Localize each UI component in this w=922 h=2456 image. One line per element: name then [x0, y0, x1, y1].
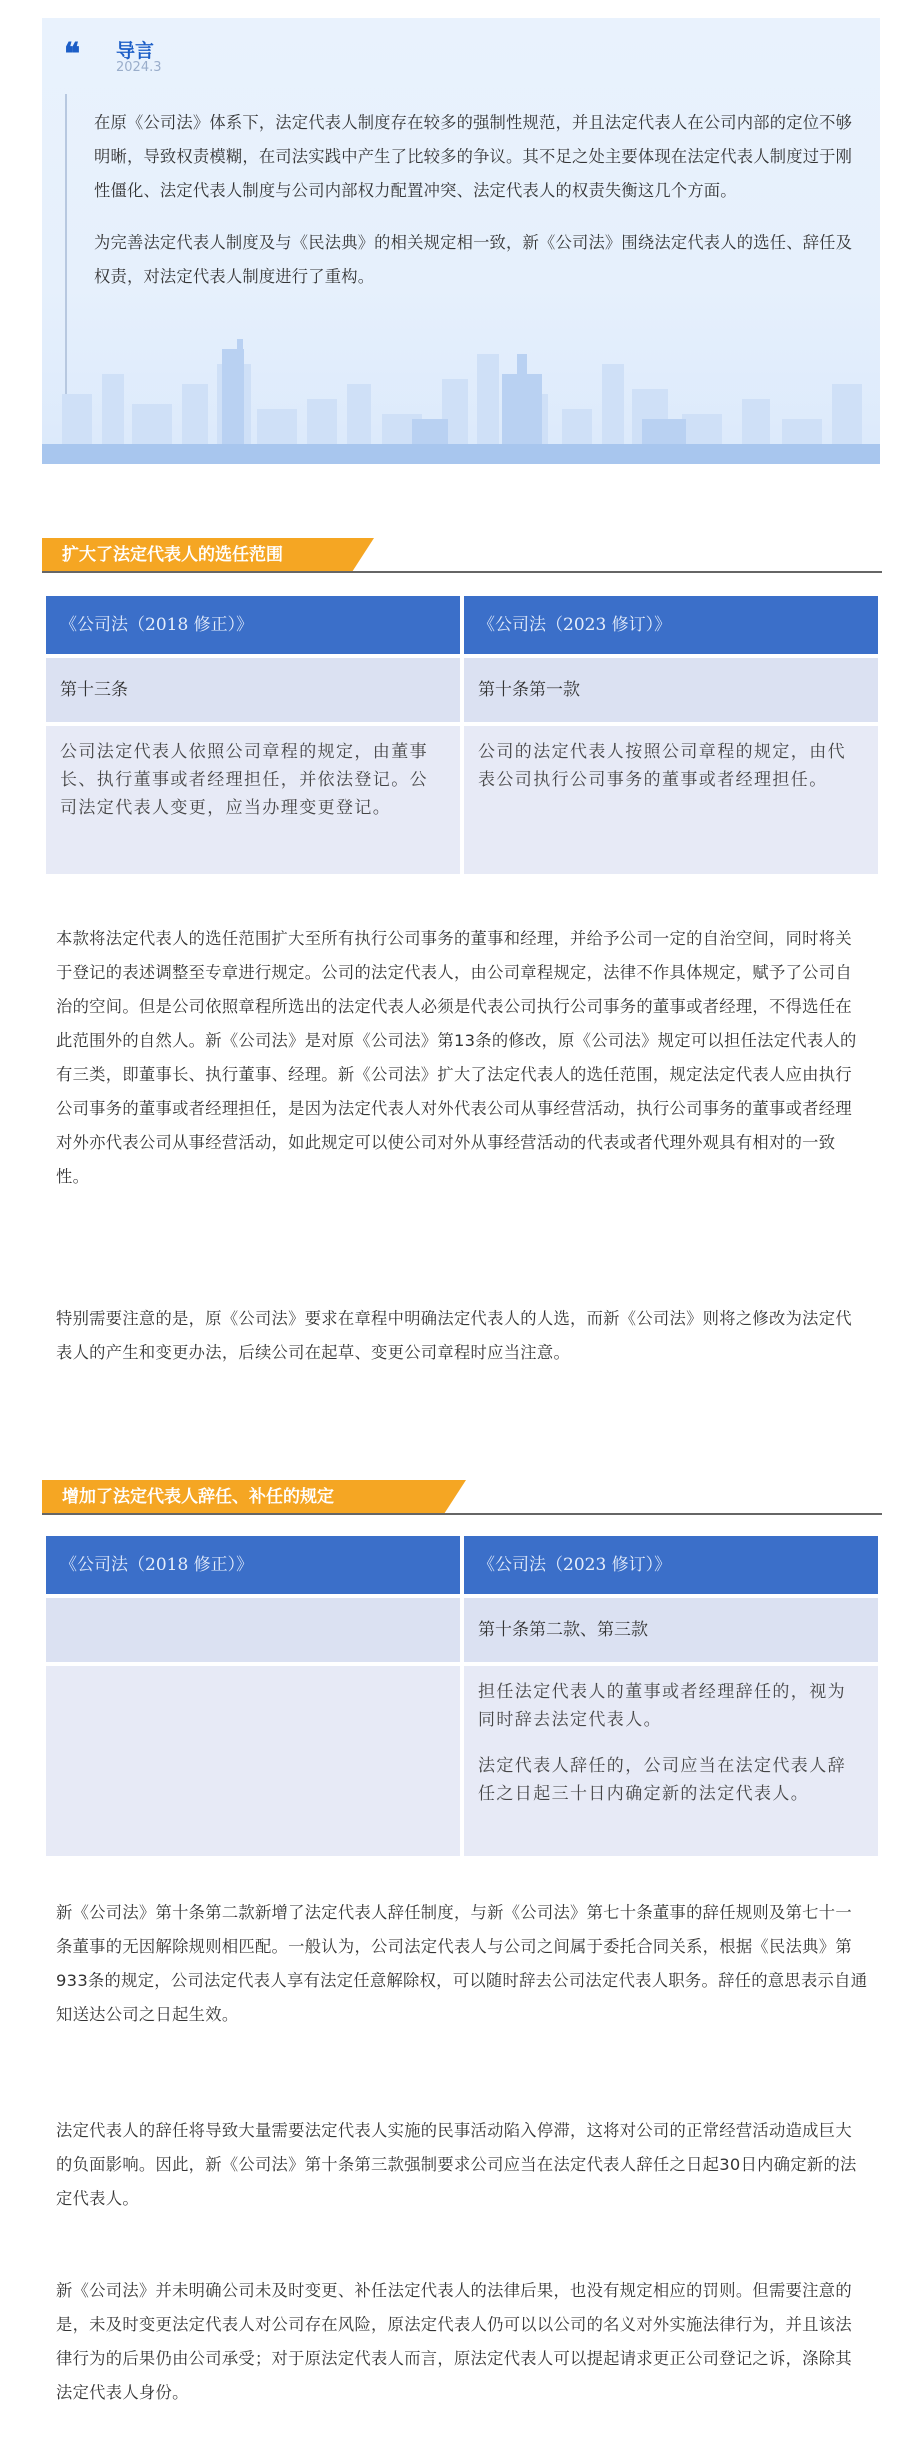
intro-title: 导言: [116, 40, 155, 62]
body-paragraph: 本款将法定代表人的选任范围扩大至所有执行公司事务的董事和经理，并给予公司一定的自治空间，同时将关于登记的表述调整至专章进行规定。公司的法定代表人，由公司章程规定，法律不作具体规定，赋予了公司自治的空间。但是公司依照章程所选出的法定代表人必须是代表公司执行公司事务的董事或者经理，不得选任在此范围外的自然人。新《公司法》是对原《公司法》第13条的修改，原《公司法》规定可以担任法定代表人的有三类，即董事长、执行董事、经理。新《公司法》扩大了法定代表人的选任范围，规定法定代表人应由执行公司事务的董事或者经理担任，是因为法定代表人对外代表公司从事经营活动，执行公司事务的董事或者经理对外亦代表公司从事经营活动，如此规定可以使公司对外从事经营活动的代表或者代理外观具有相对的一致性。: [56, 929, 857, 1186]
quote-icon: ❝: [64, 37, 81, 72]
table-body-row: [46, 1666, 878, 1856]
table-article-row: [46, 1598, 878, 1662]
table-text-old: 公司法定代表人依照公司章程的规定，由董事长、执行董事或者经理担任，并依法登记。公司法定代表人变更，应当办理变更登记。: [46, 726, 460, 874]
section-heading-rule: [42, 1513, 882, 1515]
body-paragraph: 新《公司法》并未明确公司未及时变更、补任法定代表人的法律后果，也没有规定相应的罚则。但需要注意的是，未及时变更法定代表人对公司存在风险，原法定代表人仍可以以公司的名义对外实施法律行为，并且该法律行为的后果仍由公司承受；对于原法定代表人而言，原法定代表人可以提起请求更正公司登记之诉，涤除其法定代表人身份。: [56, 2281, 852, 2402]
table-text-new-para: 法定代表人辞任的，公司应当在法定代表人辞任之日起三十日内确定新的法定代表人。: [478, 1756, 846, 1804]
section-heading-label: 扩大了法定代表人的选任范围: [42, 538, 352, 572]
city-skyline-illustration: [42, 324, 880, 464]
intro-paragraphs: [94, 106, 854, 312]
comparison-table: [42, 1532, 882, 1860]
table-body-row: [46, 726, 878, 874]
table-text-old-empty: [46, 1666, 460, 1856]
section-heading-rule: [42, 571, 882, 573]
table-article-row: [46, 658, 878, 722]
intro-paragraph: 在原《公司法》体系下，法定代表人制度存在较多的强制性规范，并且法定代表人在公司内部的定位不够明晰，导致权责模糊，在司法实践中产生了比较多的争议。其不足之处主要体现在法定代表人制度过于刚性僵化、法定代表人制度与公司内部权力配置冲突、法定代表人的权责失衡这几个方面。: [94, 113, 853, 200]
body-paragraph: 新《公司法》第十条第二款新增了法定代表人辞任制度，与新《公司法》第七十条董事的辞任规则及第七十一条董事的无因解除规则相匹配。一般认为，公司法定代表人与公司之间属于委托合同关系，根据《民法典》第933条的规定，公司法定代表人享有法定任意解除权，可以随时辞去公司法定代表人职务。辞任的意思表示自通知送达公司之日起生效。: [56, 1903, 868, 2024]
table-header-new-law: 《公司法（2023 修订）》: [464, 596, 878, 654]
intro-card: [42, 18, 880, 464]
table-header-row: [46, 596, 878, 654]
section-heading: [42, 538, 882, 578]
table-text-new-para: 担任法定代表人的董事或者经理辞任的，视为同时辞去法定代表人。: [478, 1682, 846, 1730]
intro-paragraph: 为完善法定代表人制度及与《民法典》的相关规定相一致，新《公司法》围绕法定代表人的选任、辞任及权责，对法定代表人制度进行了重构。: [94, 233, 853, 286]
table-text-new: 公司的法定代表人按照公司章程的规定，由代表公司执行公司事务的董事或者经理担任。: [464, 726, 878, 874]
intro-date: 2024.3: [116, 60, 162, 75]
table-header-row: [46, 1536, 878, 1594]
table-text-new: [464, 1666, 878, 1856]
table-header-old-law: 《公司法（2018 修正）》: [46, 596, 460, 654]
table-article-new: 第十条第二款、第三款: [464, 1598, 878, 1662]
body-paragraph: 特别需要注意的是，原《公司法》要求在章程中明确法定代表人的人选，而新《公司法》则将之修改为法定代表人的产生和变更办法，后续公司在起草、变更公司章程时应当注意。: [56, 1309, 852, 1362]
body-paragraph: 法定代表人的辞任将导致大量需要法定代表人实施的民事活动陷入停滞，这将对公司的正常经营活动造成巨大的负面影响。因此，新《公司法》第十条第三款强制要求公司应当在法定代表人辞任之日起30日内确定新的法定代表人。: [56, 2121, 857, 2208]
table-article-new: 第十条第一款: [464, 658, 878, 722]
section-heading: [42, 1480, 882, 1520]
table-header-new-law: 《公司法（2023 修订）》: [464, 1536, 878, 1594]
table-article-old: 第十三条: [46, 658, 460, 722]
table-header-old-law: 《公司法（2018 修正）》: [46, 1536, 460, 1594]
section-heading-label: 增加了法定代表人辞任、补任的规定: [42, 1480, 444, 1514]
table-article-old: [46, 1598, 460, 1662]
comparison-table: [42, 592, 882, 878]
